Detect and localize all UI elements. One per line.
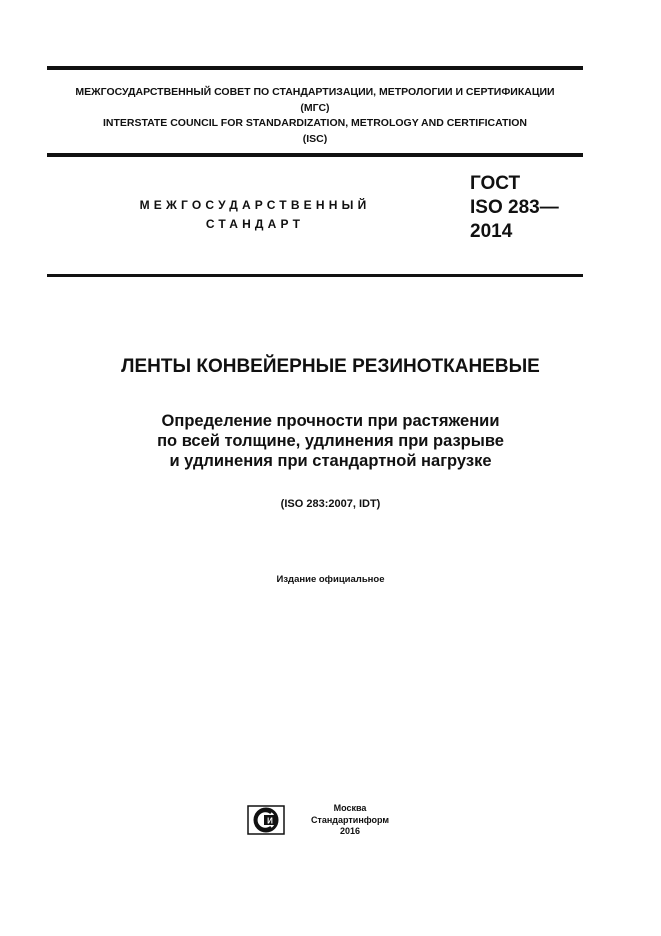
council-ru-name: МЕЖГОСУДАРСТВЕННЫЙ СОВЕТ ПО СТАНДАРТИЗАЦИИ, МЕТРОЛОГИИ И СЕРТИФИКАЦИИ [75, 86, 555, 98]
council-en-abbr: (ISC) [302, 132, 328, 145]
svg-text:И: И [267, 816, 273, 826]
standard-designation [470, 172, 559, 244]
subtitle-line: и удлинения при стандартной нагрузке [169, 452, 492, 470]
subtitle-line: Определение прочности при растяжении [161, 412, 500, 430]
standard-kind-line1: МЕЖГОСУДАРСТВЕННЫЙ [139, 198, 371, 212]
council-en-name: INTERSTATE COUNCIL FOR STANDARDIZATION, METROLOGY AND CERTIFICATION [102, 117, 528, 129]
designation-prefix: ГОСТ [470, 173, 521, 194]
document-subtitle [0, 411, 661, 471]
publisher-name: Стандартинформ [310, 814, 390, 825]
designation-bottom-rule [47, 274, 583, 277]
standartinform-logo-icon [247, 805, 285, 835]
header-bottom-rule [47, 153, 583, 157]
publisher-city: Москва [333, 803, 367, 813]
council-ru-abbr: (МГС) [300, 101, 330, 114]
standard-kind [105, 196, 405, 234]
edition-label: Издание официальное [276, 574, 385, 585]
subtitle-line: по всей толщине, удлинения при разрыве [157, 432, 504, 450]
publisher-block [300, 803, 400, 838]
council-header [47, 85, 583, 147]
standard-kind-line2: СТАНДАРТ [205, 217, 305, 231]
iso-reference: (ISO 283:2007, IDT) [280, 498, 381, 510]
document-title: ЛЕНТЫ КОНВЕЙЕРНЫЕ РЕЗИНОТКАНЕВЫЕ [121, 356, 540, 377]
designation-number: ISO 283— [470, 197, 559, 218]
designation-year: 2014 [470, 221, 513, 242]
publication-year: 2016 [339, 826, 361, 836]
top-rule [47, 66, 583, 70]
